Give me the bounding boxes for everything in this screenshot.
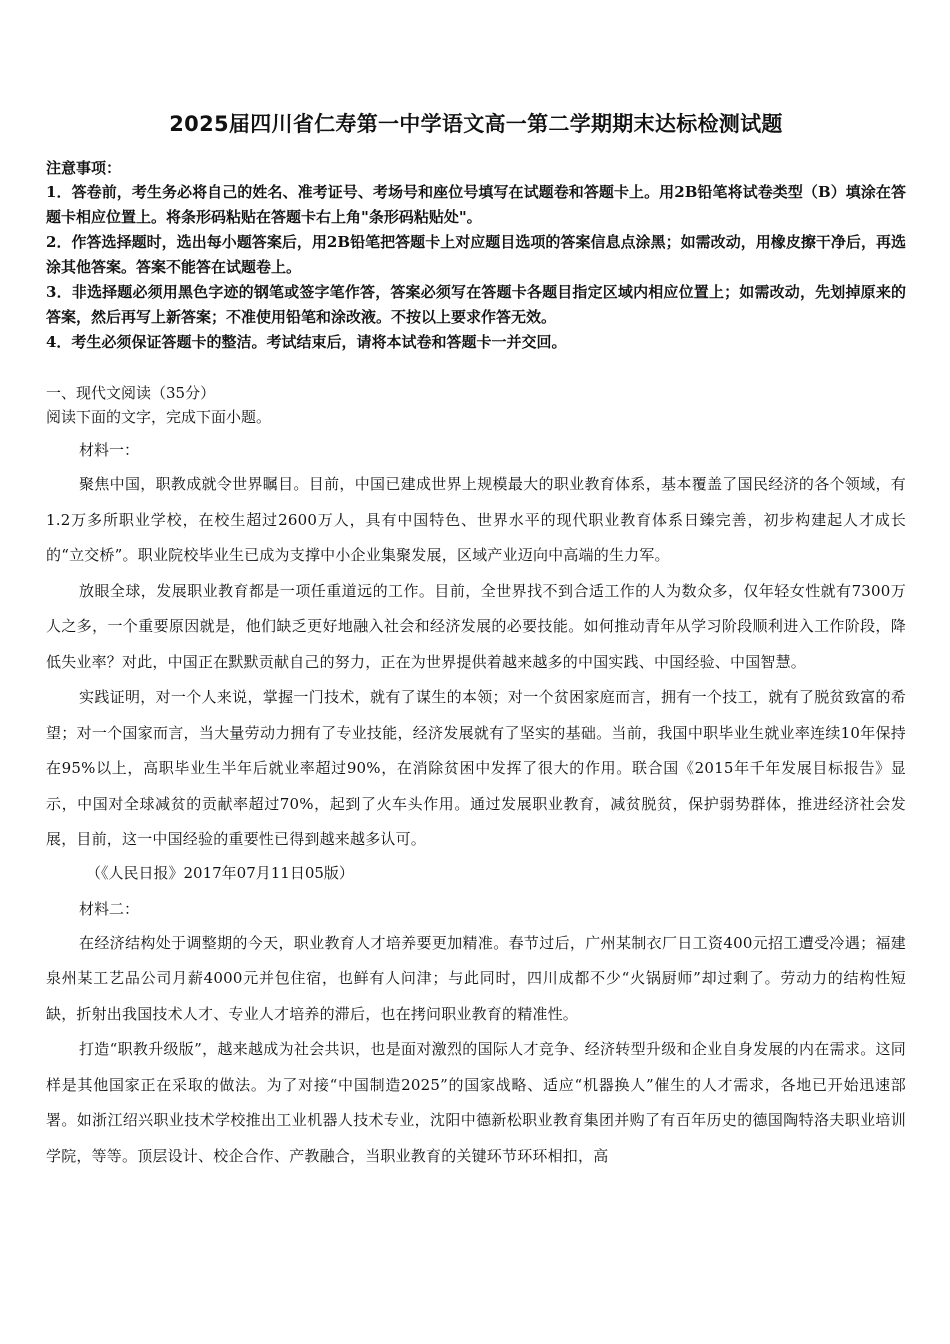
material-two [46, 892, 906, 1175]
material-two-label: 材料二： [79, 899, 140, 918]
notice-item-2: 2．作答选择题时，选出每小题答案后，用2B铅笔把答题卡上对应题目选项的答案信息点涂黑；如需改动，用橡皮擦干净后，再选涂其他答案。答案不能答在试题卷上。 [46, 233, 906, 276]
material-one-label: 材料一： [79, 441, 140, 459]
material-one-paragraph: 聚焦中国，职教成就令世界瞩目。目前，中国已建成世界上规模最大的职业教育体系，基本覆盖了国民经济的各个领域，有1.2万多所职业学校，在校生超过2600万人，具有中国特色、世界水平的现代职业教育体系日臻完善，初步构建起人才成长的“立交桥”。职业院校毕业生已成为支撑中小企业集聚发展，区域产业迈向中高端的生力军。 [46, 475, 906, 564]
material-one-source: （《人民日报》2017年07月11日05版） [86, 863, 354, 882]
page-title: 2025届四川省仁寿第一中学语文高一第二学期期末达标检测试题 [169, 112, 783, 136]
notice-item-1: 1．答卷前，考生务必将自己的姓名、准考证号、考场号和座位号填写在试题卷和答题卡上。用2B铅笔将试卷类型（B）填涂在答题卡相应位置上。将条形码粘贴在答题卡右上角"条形码粘贴处"。 [46, 183, 906, 226]
material-one [46, 433, 906, 888]
notice-block [46, 156, 906, 355]
notice-item-3: 3．非选择题必须用黑色字迹的钢笔或签字笔作答，答案必须写在答题卡各题目指定区域内相应位置上；如需改动，先划掉原来的答案，然后再写上新答案；不准使用铅笔和涂改液。不按以上要求作答无效。 [46, 283, 906, 326]
exam-page [46, 108, 906, 1174]
notice-heading: 注意事项： [46, 159, 122, 177]
material-one-paragraph: 放眼全球，发展职业教育都是一项任重道远的工作。目前，全世界找不到合适工作的人为数众多，仅年轻女性就有7300万人之多，一个重要原因就是，他们缺乏更好地融入社会和经济发展的必要技能。如何推动青年从学习阶段顺利进入工作阶段，降低失业率？对此，中国正在默默贡献自己的努力，正在为世界提供着越来越多的中国实践、中国经验、中国智慧。 [46, 581, 906, 671]
material-one-paragraph: 实践证明，对一个人来说，掌握一门技术，就有了谋生的本领；对一个贫困家庭而言，拥有一个技工，就有了脱贫致富的希望；对一个国家而言，当大量劳动力拥有了专业技能，经济发展就有了坚实的基础。当前，我国中职毕业生就业率连续10年保持在95%以上，高职毕业生半年后就业率超过90%，在消除贫困中发挥了很大的作用。联合国《2015年千年发展目标报告》显示，中国对全球减贫的贡献率超过70%，起到了火车头作用。通过发展职业教育，减贫脱贫，保护弱势群体，推进经济社会发展，目前，这一中国经验的重要性已得到越来越多认可。 [46, 688, 906, 848]
material-two-paragraph: 打造“职教升级版”，越来越成为社会共识，也是面对激烈的国际人才竞争、经济转型升级和企业自身发展的内在需求。这同样是其他国家正在采取的做法。为了对接“中国制造2025”的国家战略、适应“机器换人”催生的人才需求，各地已开始迅速部署。如浙江绍兴职业技术学校推出工业机器人技术专业，沈阳中德新松职业教育集团并购了有百年历史的德国陶特洛夫职业培训学院，等等。顶层设计、校企合作、产教融合，当职业教育的关键环节环环相扣，高 [46, 1040, 906, 1165]
notice-item-4: 4．考生必须保证答题卡的整洁。考试结束后，请将本试卷和答题卡一并交回。 [46, 333, 567, 351]
section-instruction: 阅读下面的文字，完成下面小题。 [46, 408, 272, 426]
material-two-paragraph: 在经济结构处于调整期的今天，职业教育人才培养要更加精准。春节过后，广州某制衣厂日工资400元招工遭受冷遇；福建泉州某工艺品公司月薪4000元并包住宿，也鲜有人问津；与此同时，四川成都不少“火锅厨师”却过剩了。劳动力的结构性短缺，折射出我国技术人才、专业人才培养的滞后，也在拷问职业教育的精准性。 [46, 933, 906, 1023]
section-heading: 一、现代文阅读（35分） [46, 384, 216, 402]
